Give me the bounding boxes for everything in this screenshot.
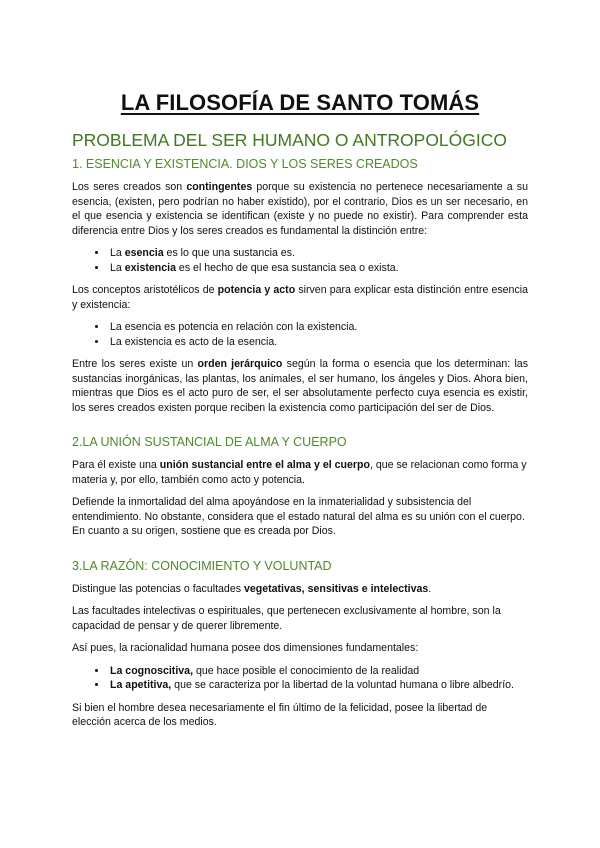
section-razon — [72, 559, 528, 730]
section-alma-cuerpo — [72, 435, 528, 539]
text-run: . — [428, 582, 432, 595]
list-item — [108, 678, 528, 693]
paragraph — [72, 180, 528, 238]
paragraph: Así pues, la racionalidad humana posee dos dimensiones fundamentales: — [72, 642, 419, 654]
paragraph: Defiende la inmortalidad del alma apoyándose en la inmaterialidad y subsistencia del entendimiento. No obstante, considera que el estado natural del alma es su unión con el cuerpo. En cuanto a su origen, sostiene que es creada por Dios. — [72, 496, 525, 537]
bold-term: potencia y acto — [217, 284, 296, 296]
list-item — [108, 664, 528, 679]
bullet-list — [72, 664, 528, 693]
section-heading: 3.LA RAZÓN: CONOCIMIENTO Y VOLUNTAD — [72, 558, 332, 573]
text-run: sirven para explicar esta distinción entre esencia y existencia: — [72, 284, 528, 311]
bullet-list — [72, 246, 528, 275]
section-esencia-existencia — [72, 157, 528, 415]
text-run: según la forma o esencia que los determinan: las sustancias inorgánicas, las plantas, los animales, el ser humano, los ángeles y Dios. Ahora bien, mientras que Dios es el acto puro de ser, el ser absolutamente perfecto cuya esencia es existir, los seres creados existen porque reciben la existencia como participación del ser de Dios. — [72, 358, 528, 414]
bold-term: orden jerárquico — [197, 358, 283, 370]
text-run: Distingue las potencias o facultades — [72, 582, 244, 595]
document-subtitle: PROBLEMA DEL SER HUMANO O ANTROPOLÓGICO — [72, 130, 507, 150]
text-run: Los conceptos aristotélicos de — [72, 284, 218, 296]
section-heading: 1. ESENCIA Y EXISTENCIA. DIOS Y LOS SERES CREADOS — [72, 157, 418, 171]
paragraph: Si bien el hombre desea necesariamente el fin último de la felicidad, posee la libertad de elección acerca de los medios. — [72, 701, 488, 728]
text-run: Los seres creados son — [72, 181, 187, 193]
text-run: Para él existe una — [72, 459, 160, 471]
bullet-list — [72, 320, 528, 349]
paragraph: Las facultades intelectivas o espirituales, que pertenecen exclusivamente al hombre, son la capacidad de pensar y de querer libremente. — [72, 605, 501, 632]
text-run: es lo que una sustancia es. — [163, 247, 295, 259]
bold-term: vegetativas, sensitivas e intelectivas — [243, 582, 429, 595]
bold-term: existencia — [124, 261, 176, 274]
section-heading: 2.LA UNIÓN SUSTANCIAL DE ALMA Y CUERPO — [72, 435, 347, 449]
text-run: es el hecho de que esa sustancia sea o exista. — [175, 261, 399, 274]
bold-term: contingentes — [186, 181, 253, 193]
text-run: Entre los seres existe un — [72, 358, 198, 370]
text-run: La — [110, 247, 125, 259]
list-item — [108, 246, 528, 261]
text-run: La — [110, 261, 125, 274]
bold-term: unión sustancial entre el alma y el cuerpo — [159, 459, 370, 471]
text-run: porque su existencia no pertenece necesariamente a su esencia, (existen, pero podrían no haber existido), por el contrario, Dios es un ser necesario, en el que esencia y existencia se identifican (existe y no puede no existir). Para comprender esta diferencia entre Dios y los seres creados es fundamental la distinción entre: — [72, 181, 528, 237]
text-run: que se caracteriza por la libertad de la voluntad humana o libre albedrío. — [171, 679, 514, 691]
paragraph — [72, 582, 528, 597]
bold-term: esencia — [124, 247, 164, 259]
paragraph — [72, 283, 528, 312]
paragraph — [72, 458, 528, 487]
bold-term: La apetitiva, — [110, 679, 172, 691]
document-title: LA FILOSOFÍA DE SANTO TOMÁS — [120, 90, 480, 115]
paragraph — [72, 357, 528, 415]
bold-term: La cognoscitiva, — [110, 664, 194, 677]
text-run: que hace posible el conocimiento de la realidad — [193, 664, 420, 677]
list-item: • La existencia es acto de la esencia. — [108, 335, 528, 350]
text-run: , que se relacionan como forma y materia y, por ello, también como acto y potencia. — [72, 459, 527, 486]
list-item — [108, 261, 528, 276]
list-item: • La esencia es potencia en relación con la existencia. — [108, 320, 528, 335]
